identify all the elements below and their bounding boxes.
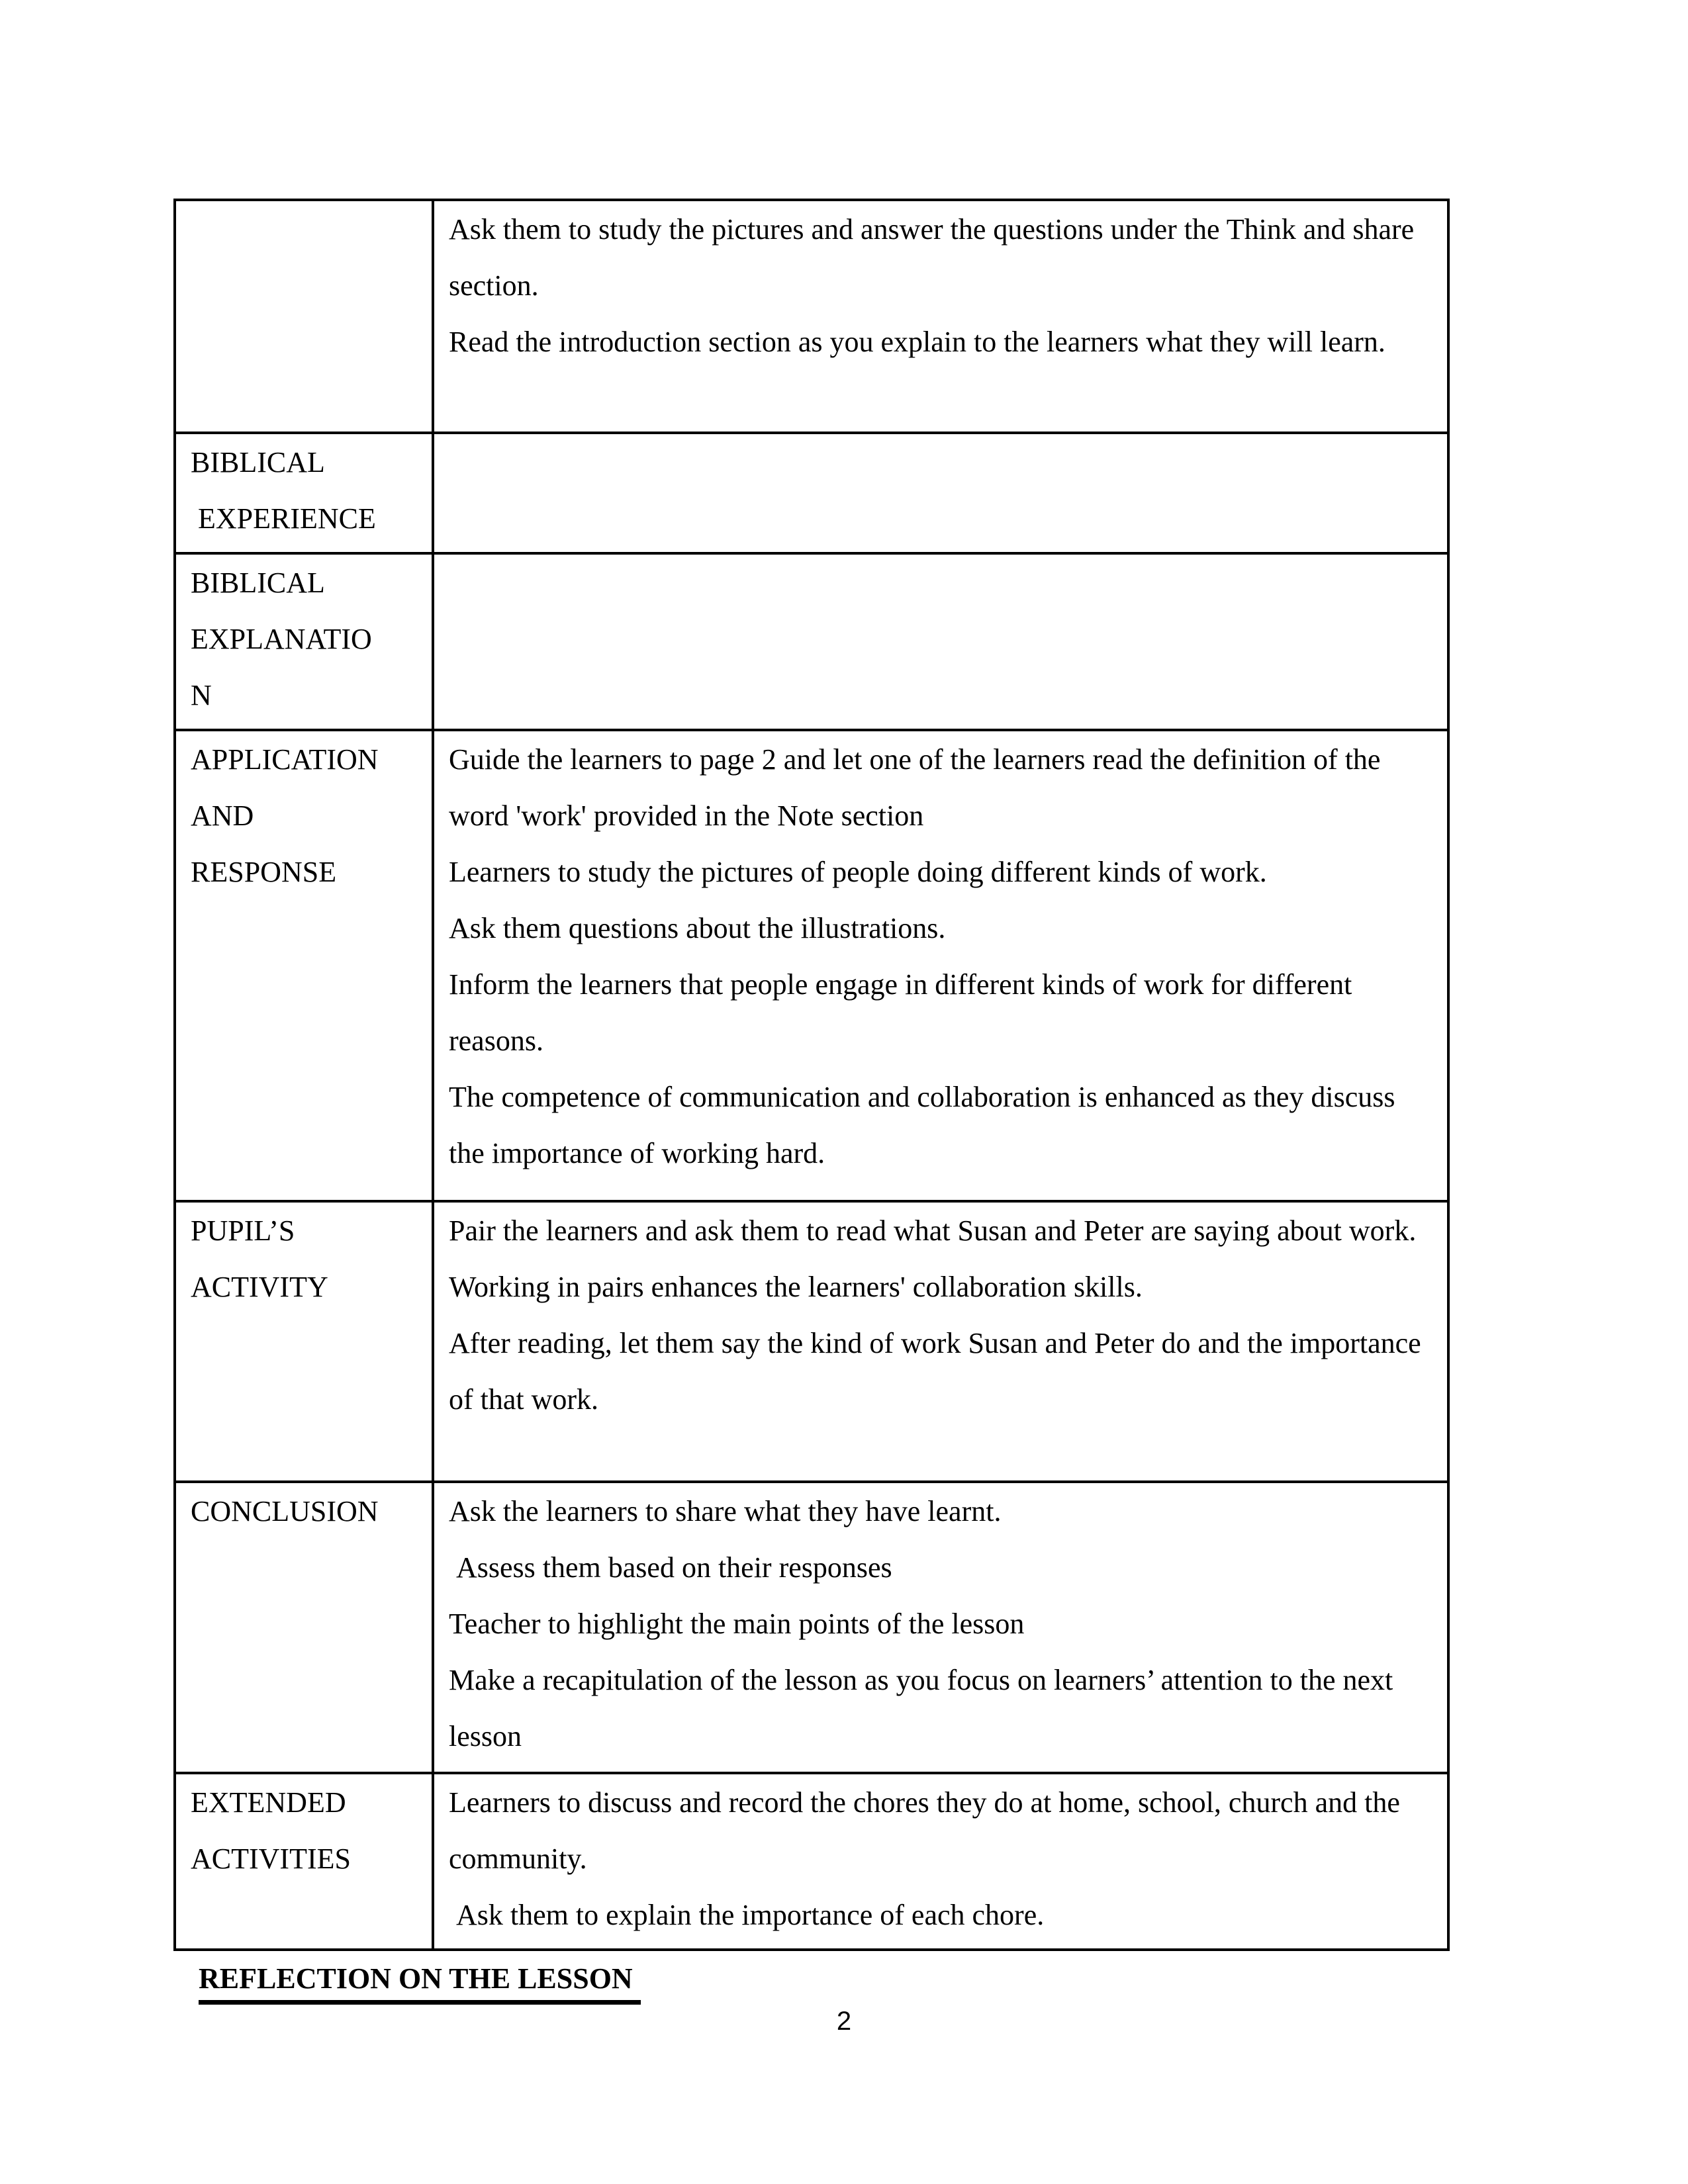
table-row — [175, 433, 1448, 553]
table-row — [175, 1773, 1448, 1950]
row-paragraph: After reading, let them say the kind of work Susan and Peter do and the importance of that work. — [449, 1327, 1429, 1416]
row-paragraph: Assess them based on their responses — [449, 1551, 892, 1584]
row-paragraph: Guide the learners to page 2 and let one of the learners read the definition of the word 'work' provided in the Note section — [449, 743, 1388, 832]
lesson-table-body — [175, 200, 1448, 1950]
row-label-cell — [175, 730, 433, 1201]
row-paragraph: Ask the learners to share what they have learnt. — [449, 1495, 1002, 1527]
row-paragraph: Working in pairs enhances the learners' collaboration skills. — [449, 1271, 1143, 1303]
row-label-line: BIBLICAL — [191, 567, 325, 599]
row-paragraph: Ask them to explain the importance of each chore. — [449, 1899, 1045, 1931]
row-paragraph: Learners to study the pictures of people doing different kinds of work. — [449, 856, 1267, 888]
row-label-line: CONCLUSION — [191, 1495, 379, 1527]
row-label-cell — [175, 433, 433, 553]
reflection-heading: REFLECTION ON THE LESSON — [199, 1960, 641, 2005]
row-label-cell — [175, 1201, 433, 1482]
table-row — [175, 553, 1448, 730]
row-label-line: AND — [191, 799, 254, 832]
page-number: 2 — [836, 2007, 852, 2036]
row-label-line: ACTIVITY — [191, 1271, 328, 1303]
row-paragraph: Pair the learners and ask them to read what Susan and Peter are saying about work. — [449, 1214, 1417, 1247]
row-label-line: EXPERIENCE — [191, 502, 376, 535]
lesson-plan-table — [173, 199, 1450, 1951]
row-paragraph: Inform the learners that people engage in different kinds of work for different reasons. — [449, 968, 1360, 1057]
row-content-cell — [433, 433, 1448, 553]
table-row — [175, 1482, 1448, 1773]
row-label-line: N — [191, 679, 212, 711]
row-paragraph: Learners to discuss and record the chores they do at home, school, church and the community. — [449, 1786, 1407, 1875]
row-paragraph: Teacher to highlight the main points of the lesson — [449, 1608, 1025, 1640]
row-paragraph: Ask them questions about the illustrations. — [449, 912, 946, 944]
table-row — [175, 730, 1448, 1201]
row-content-cell — [433, 730, 1448, 1201]
row-label-line: ACTIVITIES — [191, 1843, 351, 1875]
row-label-cell — [175, 553, 433, 730]
row-paragraph: Ask them to study the pictures and answer the questions under the Think and share section. — [449, 213, 1422, 302]
row-content-cell — [433, 1773, 1448, 1950]
row-label-line: RESPONSE — [191, 856, 337, 888]
row-label-line: EXTENDED — [191, 1786, 346, 1819]
row-label-cell — [175, 1773, 433, 1950]
row-content-cell — [433, 200, 1448, 433]
row-label-cell — [175, 200, 433, 433]
row-content-cell — [433, 553, 1448, 730]
document-content — [173, 199, 1450, 2005]
row-paragraph: The competence of communication and collaboration is enhanced as they discuss the importance of working hard. — [449, 1081, 1403, 1169]
page-footer — [0, 2005, 1688, 2037]
table-row — [175, 200, 1448, 433]
row-content-cell — [433, 1201, 1448, 1482]
row-content-cell — [433, 1482, 1448, 1773]
row-paragraph: Read the introduction section as you explain to the learners what they will learn. — [449, 326, 1385, 358]
table-row — [175, 1201, 1448, 1482]
row-label-line: BIBLICAL — [191, 446, 325, 478]
row-label-line: PUPIL’S — [191, 1214, 295, 1247]
row-label-cell — [175, 1482, 433, 1773]
row-label-line: APPLICATION — [191, 743, 379, 776]
row-paragraph: Make a recapitulation of the lesson as you focus on learners’ attention to the next lesson — [449, 1664, 1401, 1752]
row-label-line: EXPLANATIO — [191, 623, 372, 655]
